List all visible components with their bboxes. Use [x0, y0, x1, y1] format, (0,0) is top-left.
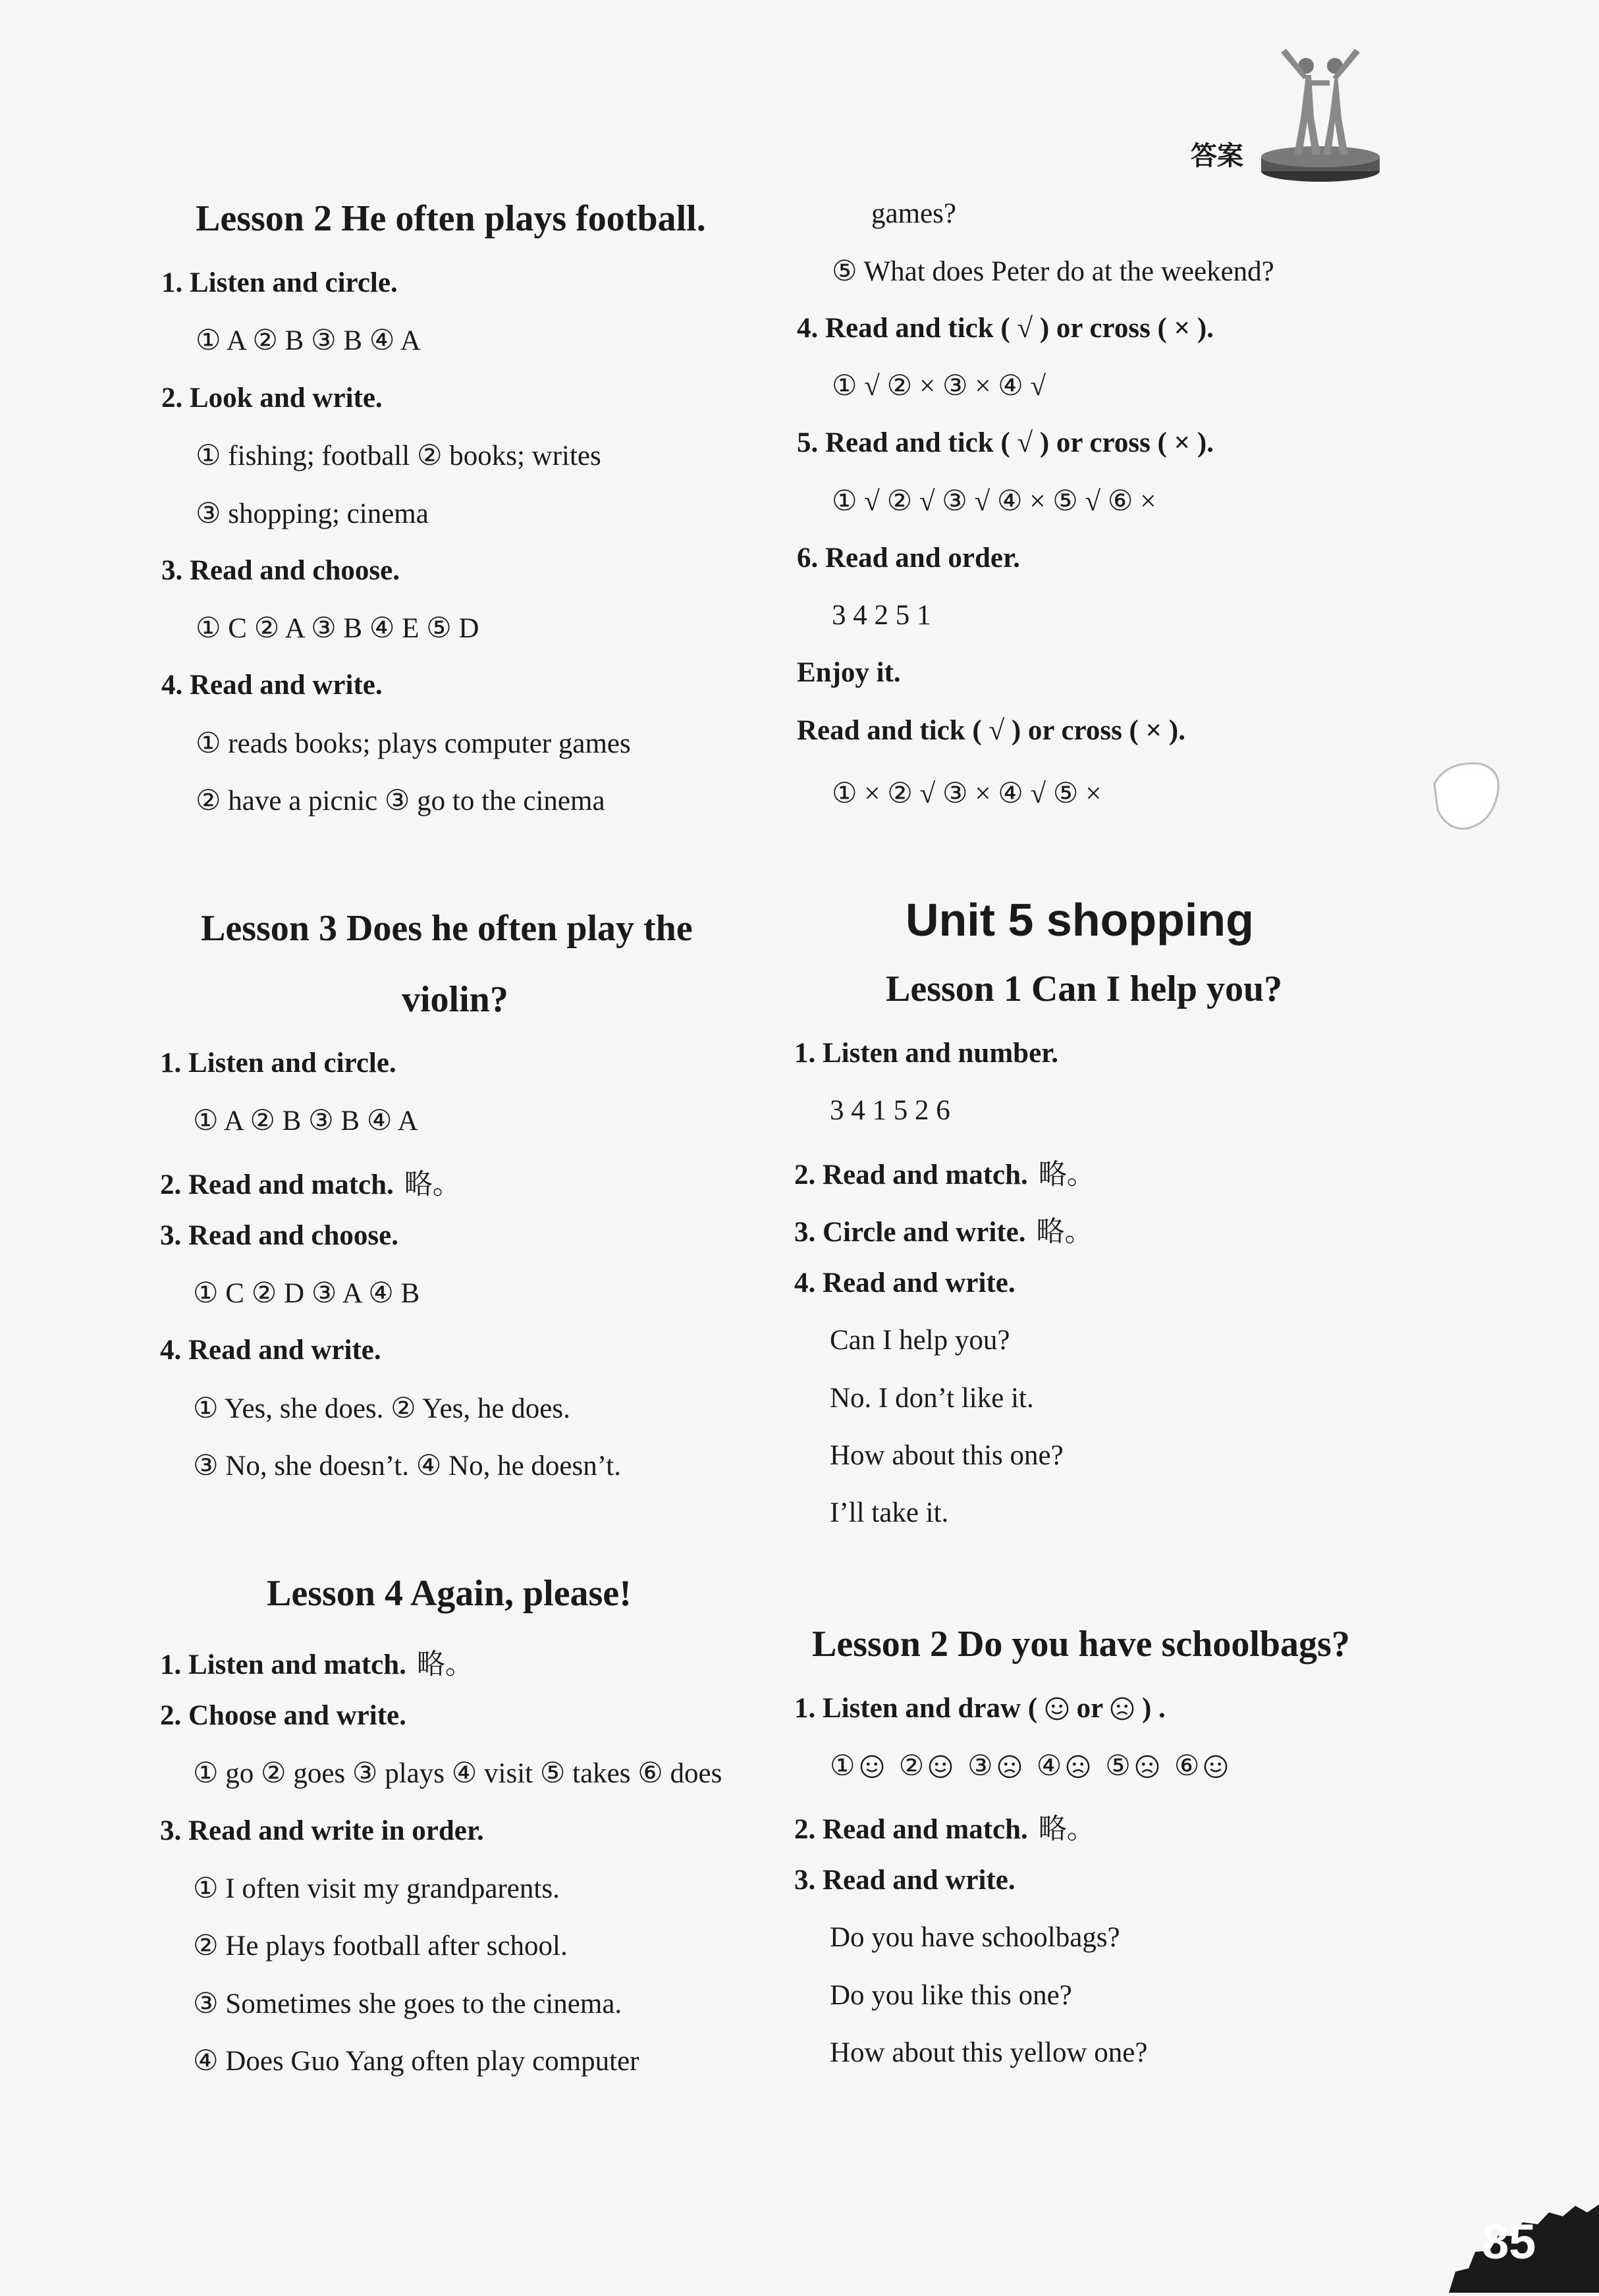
l2-answer-1: ① A ② B ③ B ④ A — [196, 325, 421, 356]
enjoy-question: Read and tick ( √ ) or cross ( × ). — [797, 715, 1185, 746]
l3-answer-4-line1: ① Yes, she does. ② Yes, he does. — [193, 1393, 570, 1424]
unit5-title: Unit 5 shopping — [906, 894, 1254, 946]
face-answer-label: ③ — [967, 1751, 993, 1782]
r-question-4: 4. Read and tick ( √ ) or cross ( × ). — [797, 313, 1214, 344]
face-answer-label: ⑤ — [1105, 1751, 1131, 1782]
face-answer-label: ④ — [1036, 1751, 1062, 1782]
sticker-icon — [1428, 757, 1507, 836]
l2-question-4: 4. Read and write. — [161, 670, 383, 701]
l4-answer-3-line3: ③ Sometimes she goes to the cinema. — [193, 1989, 622, 2019]
l4-question-2: 2. Choose and write. — [160, 1700, 406, 1731]
lesson4-title: Lesson 4 Again, please! — [267, 1573, 632, 1614]
u5l2-answer-1 — [830, 1749, 1228, 1782]
u5l1-question-1: 1. Listen and number. — [794, 1038, 1059, 1069]
u5l2-answer-3-line1: Do you have schoolbags? — [830, 1922, 1120, 1953]
l4-answer-3-line4: ④ Does Guo Yang often play computer — [193, 2046, 639, 2077]
u5l2-answer-2: 略。 — [1038, 1814, 1095, 1845]
u5l2-question-1-or: or — [1076, 1693, 1103, 1724]
l2-answer-2-line2: ③ shopping; cinema — [196, 498, 429, 529]
l3-question-3: 3. Read and choose. — [160, 1220, 398, 1251]
u5l2-answer-3-line2: Do you like this one? — [830, 1980, 1072, 2011]
l3-answer-1: ① A ② B ③ B ④ A — [193, 1106, 418, 1136]
l4-answer-3-line1: ① I often visit my grandparents. — [193, 1873, 560, 1904]
u5l1-answer-4-line3: How about this one? — [830, 1440, 1064, 1471]
u5-lesson2-title: Lesson 2 Do you have schoolbags? — [812, 1624, 1350, 1665]
l4-question-1: 1. Listen and match. — [160, 1649, 406, 1680]
u5l1-question-3: 3. Circle and write. — [794, 1217, 1026, 1248]
lesson3-title-line1: Lesson 3 Does he often play the — [201, 908, 693, 949]
happy-face-icon — [1044, 1696, 1070, 1721]
l2-question-1: 1. Listen and circle. — [161, 267, 398, 298]
u5l1-answer-4-line2: No. I don’t like it. — [830, 1383, 1034, 1414]
r-continued-line1: games? — [871, 198, 956, 229]
u5l2-answer-3-line3: How about this yellow one? — [830, 2037, 1148, 2068]
header-label: 答案 — [1191, 141, 1243, 171]
u5-lesson1-title: Lesson 1 Can I help you? — [886, 969, 1283, 1009]
page-number: 85 — [1482, 2214, 1536, 2269]
u5l1-answer-4-line4: I’ll take it. — [830, 1497, 949, 1528]
r-answer-5: ① √ ② √ ③ √ ④ × ⑤ √ ⑥ × — [832, 486, 1156, 517]
u5l1-answer-1: 3 4 1 5 2 6 — [830, 1095, 950, 1126]
l4-answer-2: ① go ② goes ③ plays ④ visit ⑤ takes ⑥ does — [193, 1758, 722, 1789]
u5l2-question-1-prefix: 1. Listen and draw ( — [794, 1693, 1038, 1724]
sad-face-icon — [997, 1754, 1022, 1779]
l2-question-3: 3. Read and choose. — [161, 555, 400, 586]
u5l1-answer-4-line1: Can I help you? — [830, 1325, 1010, 1356]
u5l2-question-1 — [794, 1692, 1166, 1724]
r-answer-4: ① √ ② × ③ × ④ √ — [832, 371, 1046, 402]
happy-face-icon — [928, 1754, 953, 1779]
happy-face-icon — [1203, 1754, 1228, 1779]
u5l1-answer-2: 略。 — [1038, 1160, 1095, 1190]
u5l2-question-1-suffix: ) . — [1141, 1693, 1166, 1724]
l2-answer-2-line1: ① fishing; football ② books; writes — [196, 441, 601, 471]
u5l1-question-2: 2. Read and match. — [794, 1160, 1028, 1190]
u5l2-question-3: 3. Read and write. — [794, 1865, 1016, 1896]
happy-face-icon — [859, 1754, 884, 1779]
l2-answer-4-line2: ② have a picnic ③ go to the cinema — [196, 786, 605, 816]
l3-question-4: 4. Read and write. — [160, 1335, 381, 1366]
sad-face-icon — [1066, 1754, 1091, 1779]
l2-answer-4-line1: ① reads books; plays computer games — [196, 728, 631, 759]
sad-face-icon — [1135, 1754, 1160, 1779]
header-podium-icon — [1255, 40, 1386, 184]
face-answer-label: ② — [898, 1751, 925, 1782]
l4-question-1-row — [160, 1642, 474, 1682]
u5l2-question-2-row — [794, 1807, 1095, 1847]
l4-question-3: 3. Read and write in order. — [160, 1815, 484, 1846]
r-question-5: 5. Read and tick ( √ ) or cross ( × ). — [797, 427, 1214, 458]
l3-answer-4-line2: ③ No, she doesn’t. ④ No, he doesn’t. — [193, 1451, 621, 1482]
l2-question-2: 2. Look and write. — [161, 383, 383, 414]
lesson3-title-line2: violin? — [402, 979, 508, 1020]
sad-face-icon — [1110, 1696, 1135, 1721]
l3-question-2-row — [160, 1162, 461, 1202]
face-answer-label: ① — [830, 1751, 855, 1782]
lesson2-title: Lesson 2 He often plays football. — [196, 198, 706, 239]
l3-answer-3: ① C ② D ③ A ④ B — [193, 1278, 420, 1309]
u5l1-answer-3: 略。 — [1036, 1217, 1093, 1248]
u5l1-question-4: 4. Read and write. — [794, 1268, 1016, 1298]
r-continued-line2: ⑤ What does Peter do at the weekend? — [832, 256, 1274, 287]
r-question-6: 6. Read and order. — [797, 543, 1020, 574]
u5l2-question-2: 2. Read and match. — [794, 1814, 1028, 1845]
r-answer-6: 3 4 2 5 1 — [832, 600, 931, 631]
enjoy-heading: Enjoy it. — [797, 657, 901, 688]
u5l1-question-2-row — [794, 1152, 1095, 1192]
l3-question-1: 1. Listen and circle. — [160, 1048, 396, 1079]
l3-answer-2: 略。 — [404, 1169, 461, 1200]
l2-answer-3: ① C ② A ③ B ④ E ⑤ D — [196, 613, 479, 644]
face-answer-label: ⑥ — [1174, 1751, 1200, 1782]
u5l1-question-3-row — [794, 1210, 1093, 1250]
l3-question-2: 2. Read and match. — [160, 1169, 394, 1200]
l4-answer-1: 略。 — [416, 1649, 474, 1680]
l4-answer-3-line2: ② He plays football after school. — [193, 1931, 568, 1962]
enjoy-answer: ① × ② √ ③ × ④ √ ⑤ × — [832, 778, 1102, 809]
